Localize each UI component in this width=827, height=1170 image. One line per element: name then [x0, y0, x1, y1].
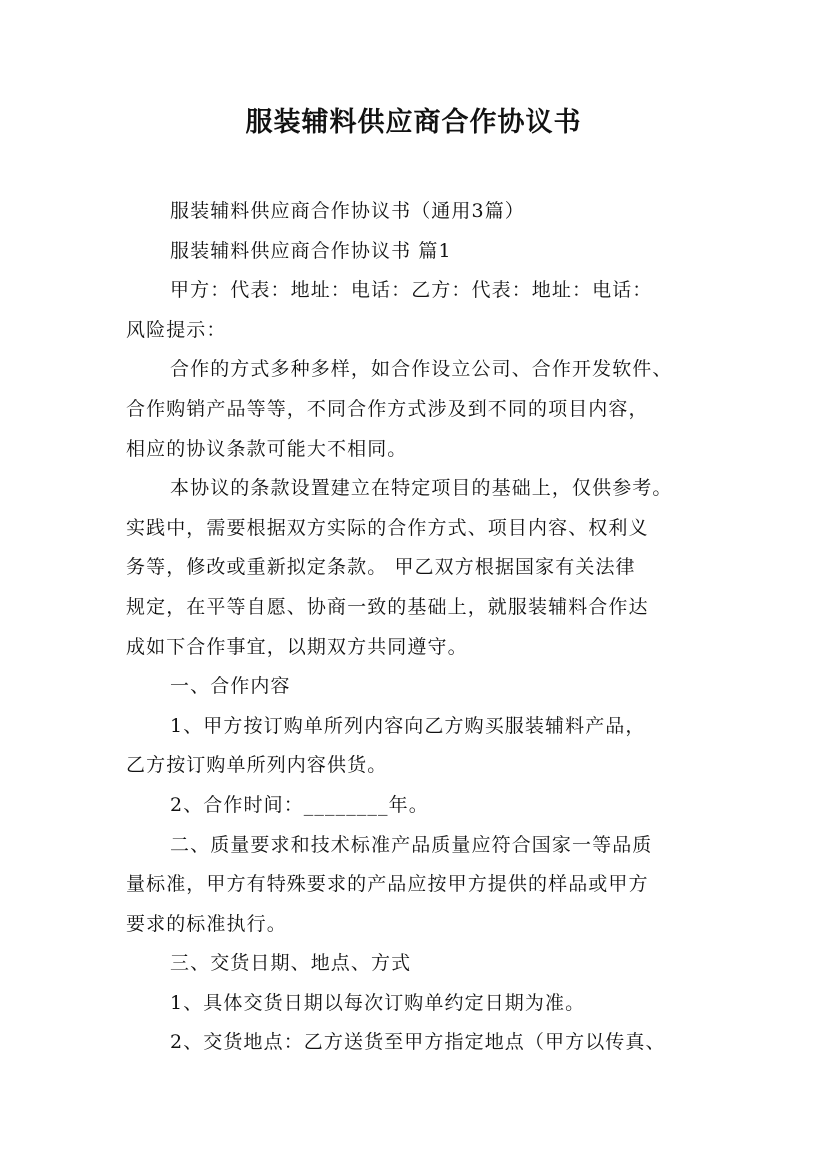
document-title: 服装辅料供应商合作协议书: [245, 107, 582, 138]
clause-line: 1、甲方按订购单所列内容向乙方购买服装辅料产品，: [170, 714, 646, 737]
paragraph-line: 合作购销产品等等，不同合作方式涉及到不同的项目内容，: [126, 397, 649, 420]
paragraph-line: 相应的协议条款可能大不相同。: [126, 437, 408, 460]
paragraph-line: 规定，在平等自愿、协商一致的基础上，就服装辅料合作达: [126, 595, 649, 618]
paragraph-line: 合作的方式多种多样，如合作设立公司、合作开发软件、: [170, 358, 673, 381]
subtitle-line: 服装辅料供应商合作协议书（通用3篇）: [170, 200, 525, 222]
paragraph-line: 本协议的条款设置建立在特定项目的基础上，仅供参考。: [170, 477, 673, 500]
clause-heading: 三、交货日期、地点、方式: [170, 952, 412, 975]
paragraph-line: 成如下合作事宜，以期双方共同遵守。: [126, 635, 468, 658]
party-info-line: 甲方：代表：地址：电话：乙方：代表：地址：电话：: [170, 279, 653, 302]
clause-line: 量标准，甲方有特殊要求的产品应按甲方提供的样品或甲方: [126, 873, 649, 896]
clause-line: 乙方按订购单所列内容供货。: [126, 754, 388, 777]
paragraph-line: 务等，修改或重新拟定条款。 甲乙双方根据国家有关法律: [126, 556, 636, 579]
clause-line: 1、具体交货日期以每次订购单约定日期为准。: [170, 991, 586, 1014]
clause-line: 2、合作时间：________年。: [170, 793, 429, 816]
clause-line: 要求的标准执行。: [126, 912, 287, 935]
section-heading-line: 服装辅料供应商合作协议书 篇1: [170, 239, 452, 262]
clause-heading: 二、质量要求和技术标准产品质量应符合国家一等品质: [170, 833, 653, 856]
clause-line: 2、交货地点：乙方送货至甲方指定地点（甲方以传真、: [170, 1031, 666, 1054]
clause-heading: 一、合作内容: [170, 675, 291, 698]
document-body: [126, 192, 716, 1063]
risk-tip-label: 风险提示：: [126, 318, 227, 341]
paragraph-line: 实践中，需要根据双方实际的合作方式、项目内容、权利义: [126, 516, 649, 539]
